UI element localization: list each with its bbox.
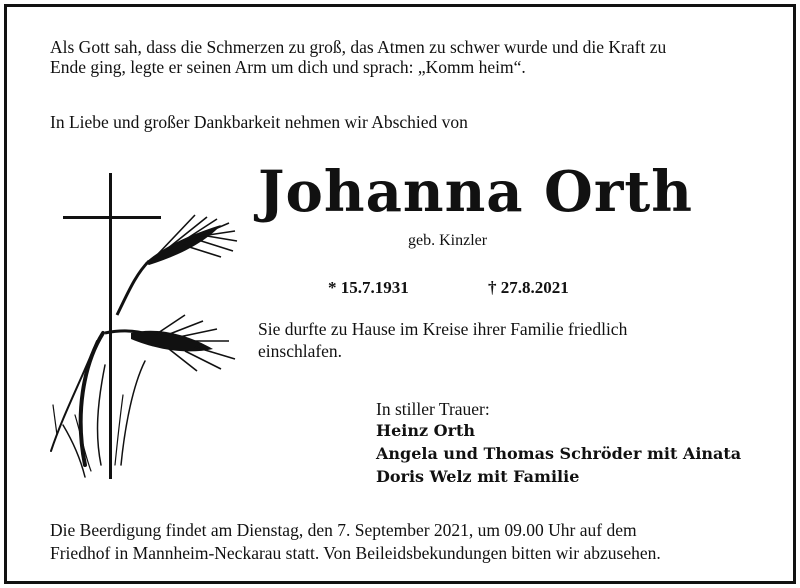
intro-line-1: Als Gott sah, dass die Schmerzen zu groß, das Atmen zu schwer wurde und die Kraft zu [50,37,667,57]
passing-line-2: einschlafen. [258,341,343,361]
mourner-name: Doris Welz mit Familie [376,467,580,486]
funeral-line-2: Friedhof in Mannheim-Neckarau statt. Von Beileidsbekundungen bitten wir abzusehen. [50,543,661,563]
mourner-name: Heinz Orth [376,421,476,440]
funeral-line-1: Die Beerdigung findet am Dienstag, den 7. September 2021, um 09.00 Uhr auf dem [50,520,637,540]
cross-with-wheat-icon [45,165,245,485]
birth-date: * 15.7.1931 [328,278,409,297]
mourning-heading: In stiller Trauer: [376,399,490,419]
intro-line-2: Ende ging, legte er seinen Arm um dich und sprach: „Komm heim“. [50,57,526,77]
deceased-name: Johanna Orth [258,159,693,225]
thanks-line: In Liebe und großer Dankbarkeit nehmen wir Abschied von [50,112,468,132]
mourner-name: Angela und Thomas Schröder mit Ainata [376,444,742,463]
maiden-name: geb. Kinzler [408,232,488,249]
passing-line-1: Sie durfte zu Hause im Kreise ihrer Familie friedlich [258,319,628,339]
death-date: † 27.8.2021 [488,278,569,297]
